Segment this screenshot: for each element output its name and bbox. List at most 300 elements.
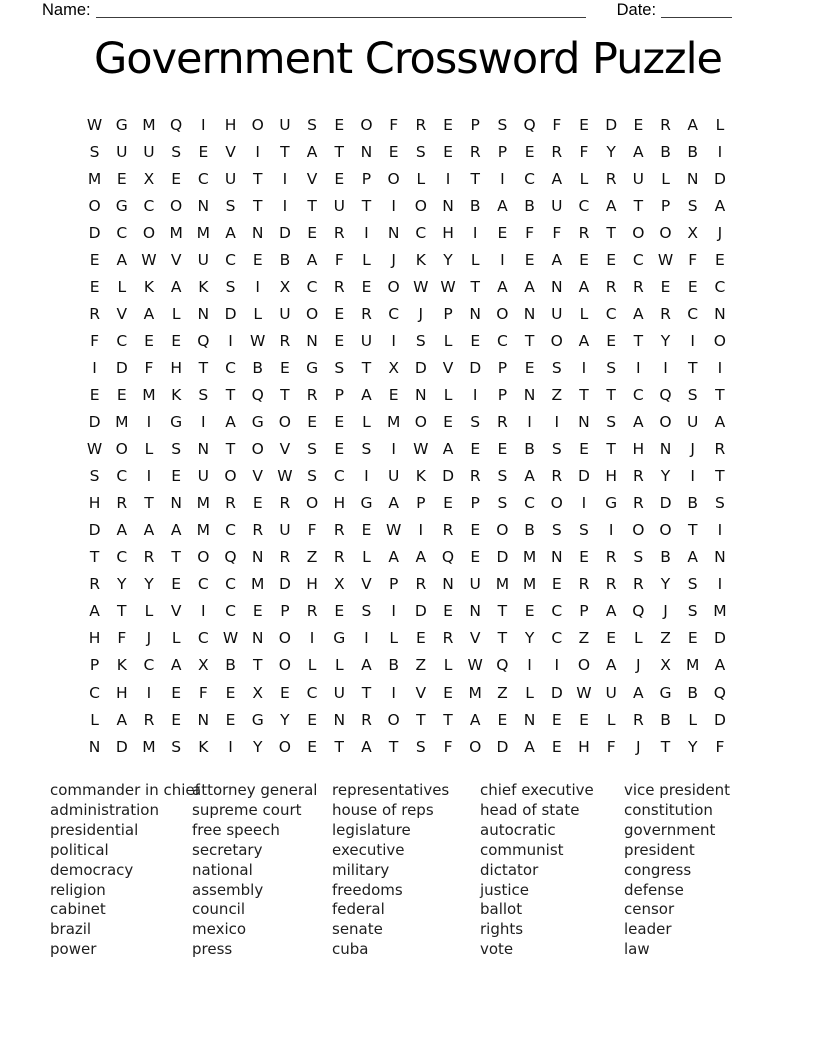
grid-letter-cell: P bbox=[443, 304, 453, 323]
grid-letter-cell: E bbox=[470, 548, 481, 567]
grid-letter-cell: J bbox=[391, 250, 396, 269]
grid-letter-cell: P bbox=[660, 196, 671, 215]
grid-letter-cell: E bbox=[687, 277, 698, 296]
grid-letter-cell: D bbox=[414, 358, 427, 377]
word-list-column bbox=[332, 781, 449, 960]
grid-letter-cell: N bbox=[387, 223, 400, 242]
grid-letter-cell: U bbox=[605, 683, 617, 702]
grid-letter-cell: C bbox=[197, 575, 209, 594]
grid-letter-cell: R bbox=[660, 304, 671, 323]
grid-letter-cell: L bbox=[307, 656, 317, 675]
grid-letter-cell: D bbox=[496, 737, 509, 756]
grid-letter-cell: K bbox=[415, 467, 426, 486]
grid-letter-cell: E bbox=[606, 250, 617, 269]
grid-letter-cell: M bbox=[196, 223, 211, 242]
grid-letter-cell: T bbox=[388, 737, 399, 756]
grid-letter-cell: T bbox=[687, 358, 698, 377]
grid-letter-cell: R bbox=[279, 331, 291, 350]
word-item: communist bbox=[480, 840, 564, 859]
grid-letter-cell: A bbox=[170, 277, 182, 296]
grid-letter-cell: R bbox=[333, 548, 345, 567]
grid-letter-cell: F bbox=[307, 521, 317, 540]
grid-letter-cell: L bbox=[606, 710, 616, 729]
grid-letter-cell: N bbox=[306, 331, 318, 350]
word-item: rights bbox=[480, 920, 524, 939]
grid-letter-cell: M bbox=[115, 413, 129, 432]
grid-letter-cell: I bbox=[309, 629, 315, 648]
grid-letter-cell: L bbox=[634, 629, 643, 648]
word-item: free speech bbox=[192, 820, 280, 839]
grid-letter-cell: C bbox=[116, 331, 128, 350]
grid-letter-cell: G bbox=[605, 494, 618, 513]
grid-letter-cell: R bbox=[578, 223, 590, 242]
grid-letter-cell: K bbox=[198, 277, 209, 296]
grid-letter-cell: S bbox=[415, 142, 426, 161]
grid-letter-cell: A bbox=[605, 602, 617, 621]
grid-letter-cell: T bbox=[606, 440, 616, 459]
grid-letter-cell: M bbox=[142, 385, 156, 404]
grid-letter-cell: B bbox=[660, 142, 671, 161]
grid-letter-cell: R bbox=[252, 521, 264, 540]
grid-letter-cell: A bbox=[497, 196, 508, 215]
grid-letter-cell: H bbox=[442, 223, 454, 242]
page-title: Government Crossword Puzzle bbox=[93, 34, 723, 84]
word-list bbox=[0, 781, 816, 961]
grid-letter-cell: U bbox=[197, 467, 210, 486]
grid-letter-cell: L bbox=[90, 710, 99, 729]
grid-letter-cell: A bbox=[388, 548, 399, 567]
grid-letter-cell: W bbox=[467, 656, 483, 675]
grid-letter-cell: N bbox=[197, 196, 210, 215]
grid-letter-cell: I bbox=[527, 413, 532, 432]
grid-letter-cell: P bbox=[579, 602, 589, 621]
grid-letter-cell: N bbox=[170, 494, 182, 513]
grid-letter-cell: I bbox=[201, 602, 206, 621]
grid-letter-cell: E bbox=[171, 575, 182, 594]
grid-letter-cell: D bbox=[115, 358, 128, 377]
grid-letter-cell: N bbox=[442, 196, 454, 215]
grid-letter-cell: M bbox=[169, 223, 183, 242]
grid-letter-cell: E bbox=[415, 629, 426, 648]
grid-letter-cell: I bbox=[364, 629, 369, 648]
grid-letter-cell: R bbox=[333, 277, 345, 296]
grid-letter-cell: O bbox=[550, 494, 563, 513]
grid-letter-cell: C bbox=[225, 602, 236, 621]
grid-letter-cell: Z bbox=[497, 683, 508, 702]
grid-letter-cell: N bbox=[659, 440, 672, 459]
grid-letter-cell: C bbox=[605, 304, 617, 323]
grid-letter-cell: T bbox=[334, 737, 345, 756]
grid-letter-cell: R bbox=[660, 115, 671, 134]
grid-letter-cell: T bbox=[470, 277, 480, 296]
grid-letter-cell: Y bbox=[252, 737, 263, 756]
grid-letter-cell: F bbox=[117, 629, 127, 648]
grid-letter-cell: E bbox=[252, 494, 263, 513]
grid-letter-cell: W bbox=[222, 629, 239, 648]
grid-letter-cell: I bbox=[92, 358, 97, 377]
grid-letter-cell: R bbox=[605, 575, 617, 594]
grid-letter-cell: Z bbox=[306, 548, 318, 567]
grid-letter-cell: Q bbox=[496, 656, 509, 675]
grid-letter-cell: A bbox=[605, 656, 617, 675]
grid-letter-cell: E bbox=[388, 142, 399, 161]
grid-letter-cell: E bbox=[443, 494, 453, 513]
word-item: democracy bbox=[50, 860, 134, 879]
grid-letter-cell: Q bbox=[197, 331, 210, 350]
grid-letter-cell: B bbox=[252, 358, 264, 377]
grid-letter-cell: E bbox=[116, 169, 127, 188]
grid-letter-cell: M bbox=[713, 602, 727, 621]
grid-letter-cell: T bbox=[687, 521, 698, 540]
word-item: house of reps bbox=[332, 800, 434, 819]
grid-letter-cell: U bbox=[632, 169, 645, 188]
grid-letter-cell: E bbox=[551, 710, 562, 729]
word-item: freedoms bbox=[332, 880, 403, 899]
grid-letter-cell: V bbox=[442, 358, 454, 377]
grid-letter-cell: M bbox=[686, 656, 700, 675]
grid-letter-cell: R bbox=[605, 277, 617, 296]
grid-letter-cell: P bbox=[470, 494, 480, 513]
grid-letter-cell: V bbox=[415, 683, 427, 702]
grid-letter-cell: I bbox=[282, 169, 288, 188]
grid-letter-cell: W bbox=[141, 250, 157, 269]
grid-letter-cell: P bbox=[388, 575, 399, 594]
grid-letter-cell: I bbox=[500, 250, 505, 269]
grid-letter-cell: E bbox=[579, 115, 589, 134]
grid-letter-cell: O bbox=[278, 413, 291, 432]
grid-letter-cell: A bbox=[551, 169, 563, 188]
grid-letter-cell: R bbox=[442, 521, 454, 540]
grid-letter-cell: R bbox=[333, 521, 345, 540]
grid-letter-cell: A bbox=[116, 250, 128, 269]
grid-letter-cell: S bbox=[171, 737, 182, 756]
grid-letter-cell: E bbox=[89, 385, 100, 404]
grid-letter-cell: K bbox=[143, 277, 155, 296]
grid-letter-cell: N bbox=[88, 737, 101, 756]
word-list-column bbox=[480, 781, 594, 960]
grid-letter-cell: A bbox=[415, 548, 427, 567]
grid-letter-cell: H bbox=[224, 115, 237, 134]
grid-letter-cell: N bbox=[197, 440, 210, 459]
grid-letter-cell: R bbox=[578, 575, 590, 594]
grid-letter-cell: A bbox=[116, 710, 128, 729]
grid-letter-cell: T bbox=[497, 602, 508, 621]
grid-letter-cell: T bbox=[497, 629, 508, 648]
grid-letter-cell: X bbox=[660, 656, 671, 675]
grid-letter-cell: X bbox=[198, 656, 209, 675]
grid-letter-cell: E bbox=[443, 142, 453, 161]
grid-letter-cell: S bbox=[551, 521, 562, 540]
grid-letter-cell: W bbox=[657, 250, 674, 269]
grid-letter-cell: D bbox=[578, 467, 590, 486]
grid-letter-cell: S bbox=[415, 737, 426, 756]
grid-letter-cell: R bbox=[279, 548, 291, 567]
grid-letter-cell: N bbox=[550, 277, 563, 296]
grid-letter-cell: V bbox=[252, 467, 264, 486]
word-item: representatives bbox=[332, 781, 450, 799]
grid-letter-cell: O bbox=[305, 304, 319, 323]
grid-letter-cell: C bbox=[116, 467, 128, 486]
grid-letter-cell: A bbox=[143, 304, 155, 323]
grid-letter-cell: A bbox=[578, 331, 590, 350]
grid-letter-cell: T bbox=[606, 385, 616, 404]
grid-letter-cell: A bbox=[306, 142, 318, 161]
grid-letter-cell: A bbox=[714, 413, 726, 432]
grid-letter-cell: Q bbox=[523, 115, 536, 134]
grid-letter-cell: U bbox=[279, 521, 291, 540]
grid-letter-cell: N bbox=[469, 304, 482, 323]
word-item: vice president bbox=[624, 781, 730, 799]
grid-letter-cell: N bbox=[578, 413, 590, 432]
grid-letter-cell: E bbox=[89, 277, 100, 296]
grid-letter-cell: V bbox=[225, 142, 236, 161]
grid-letter-cell: O bbox=[88, 196, 101, 215]
grid-letter-cell: E bbox=[579, 440, 589, 459]
grid-letter-cell: R bbox=[632, 277, 644, 296]
grid-letter-cell: B bbox=[388, 656, 399, 675]
grid-letter-cell: S bbox=[687, 385, 698, 404]
grid-letter-cell: R bbox=[89, 304, 100, 323]
grid-letter-cell: U bbox=[469, 575, 481, 594]
grid-letter-cell: A bbox=[361, 656, 372, 675]
grid-letter-cell: G bbox=[115, 115, 128, 134]
date-label: Date: bbox=[616, 1, 657, 19]
word-item: power bbox=[50, 940, 97, 959]
grid-letter-cell: W bbox=[250, 331, 266, 350]
grid-letter-cell: G bbox=[306, 358, 319, 377]
grid-letter-cell: S bbox=[307, 467, 318, 486]
grid-letter-cell: O bbox=[414, 413, 427, 432]
grid-letter-cell: T bbox=[252, 169, 263, 188]
word-item: executive bbox=[332, 840, 405, 859]
grid-letter-cell: N bbox=[360, 142, 373, 161]
grid-letter-cell: E bbox=[116, 385, 127, 404]
grid-letter-cell: V bbox=[361, 575, 372, 594]
grid-letter-cell: C bbox=[197, 629, 209, 648]
grid-letter-cell: R bbox=[632, 467, 644, 486]
grid-letter-cell: C bbox=[225, 521, 236, 540]
grid-letter-cell: Z bbox=[578, 629, 590, 648]
grid-letter-cell: U bbox=[333, 196, 345, 215]
grid-letter-cell: Q bbox=[659, 385, 672, 404]
grid-letter-cell: E bbox=[280, 683, 290, 702]
grid-letter-cell: A bbox=[143, 521, 155, 540]
grid-letter-cell: C bbox=[306, 683, 318, 702]
grid-letter-cell: T bbox=[715, 467, 725, 486]
grid-letter-cell: I bbox=[500, 169, 505, 188]
word-item: congress bbox=[624, 860, 692, 879]
grid-letter-cell: U bbox=[387, 467, 400, 486]
grid-letter-cell: L bbox=[525, 683, 534, 702]
grid-letter-cell: C bbox=[116, 548, 128, 567]
grid-letter-cell: E bbox=[334, 331, 345, 350]
word-item: head of state bbox=[480, 800, 580, 819]
grid-letter-cell: F bbox=[443, 737, 453, 756]
grid-letter-cell: Y bbox=[606, 142, 616, 161]
grid-letter-cell: K bbox=[116, 656, 127, 675]
grid-letter-cell: O bbox=[387, 710, 400, 729]
grid-letter-cell: C bbox=[143, 196, 155, 215]
word-item: presidential bbox=[50, 820, 139, 839]
grid-letter-cell: W bbox=[86, 440, 103, 459]
grid-letter-cell: E bbox=[579, 250, 589, 269]
grid-letter-cell: L bbox=[443, 385, 453, 404]
grid-letter-cell: E bbox=[198, 142, 209, 161]
grid-letter-cell: O bbox=[632, 521, 645, 540]
word-item: cuba bbox=[332, 940, 369, 959]
grid-letter-cell: S bbox=[361, 440, 372, 459]
grid-letter-cell: S bbox=[579, 521, 589, 540]
name-label: Name: bbox=[42, 1, 91, 19]
grid-letter-cell: Y bbox=[660, 331, 671, 350]
grid-letter-cell: E bbox=[443, 413, 453, 432]
grid-letter-cell: D bbox=[414, 602, 427, 621]
grid-letter-cell: H bbox=[170, 358, 182, 377]
grid-letter-cell: E bbox=[551, 737, 562, 756]
word-item: secretary bbox=[192, 840, 263, 859]
grid-letter-cell: E bbox=[524, 142, 535, 161]
grid-letter-cell: A bbox=[633, 304, 644, 323]
grid-letter-cell: D bbox=[659, 494, 672, 513]
word-item: autocratic bbox=[480, 820, 556, 839]
grid-letter-cell: N bbox=[686, 169, 699, 188]
grid-letter-cell: A bbox=[442, 440, 454, 459]
grid-letter-cell: O bbox=[387, 169, 400, 188]
grid-letter-cell: A bbox=[225, 413, 236, 432]
grid-letter-cell: D bbox=[224, 304, 237, 323]
grid-letter-cell: I bbox=[690, 467, 695, 486]
grid-letter-cell: D bbox=[442, 467, 454, 486]
grid-letter-cell: R bbox=[551, 142, 563, 161]
grid-letter-cell: C bbox=[578, 196, 590, 215]
grid-letter-cell: U bbox=[197, 250, 210, 269]
grid-letter-cell: Y bbox=[687, 737, 698, 756]
grid-letter-cell: H bbox=[578, 737, 590, 756]
grid-letter-cell: D bbox=[88, 413, 101, 432]
grid-letter-cell: H bbox=[115, 683, 128, 702]
grid-letter-cell: E bbox=[334, 304, 345, 323]
grid-letter-cell: O bbox=[496, 304, 509, 323]
grid-letter-cell: T bbox=[334, 142, 345, 161]
grid-letter-cell: Y bbox=[117, 575, 127, 594]
word-item: military bbox=[332, 860, 390, 879]
grid-letter-cell: N bbox=[197, 304, 210, 323]
grid-letter-cell: S bbox=[415, 331, 426, 350]
grid-letter-cell: S bbox=[606, 358, 617, 377]
grid-letter-cell: O bbox=[659, 413, 672, 432]
grid-letter-cell: O bbox=[278, 737, 291, 756]
grid-letter-cell: I bbox=[391, 602, 396, 621]
grid-letter-cell: T bbox=[171, 548, 181, 567]
grid-letter-cell: E bbox=[225, 710, 236, 729]
grid-letter-cell: N bbox=[469, 602, 482, 621]
word-item: political bbox=[50, 840, 109, 859]
grid-letter-cell: C bbox=[551, 602, 563, 621]
grid-letter-cell: I bbox=[527, 656, 532, 675]
grid-letter-cell: T bbox=[225, 440, 236, 459]
word-item: religion bbox=[50, 880, 106, 899]
grid-letter-cell: G bbox=[659, 683, 672, 702]
grid-letter-cell: I bbox=[391, 331, 396, 350]
grid-letter-cell: C bbox=[306, 277, 318, 296]
grid-letter-cell: X bbox=[333, 575, 345, 594]
grid-letter-cell: D bbox=[550, 683, 563, 702]
grid-letter-cell: R bbox=[306, 385, 318, 404]
grid-letter-cell: I bbox=[391, 196, 396, 215]
grid-letter-cell: O bbox=[197, 548, 210, 567]
grid-letter-cell: S bbox=[714, 494, 725, 513]
grid-letter-cell: R bbox=[632, 575, 644, 594]
grid-letter-cell: E bbox=[307, 737, 317, 756]
grid-letter-cell: F bbox=[552, 115, 562, 134]
grid-letter-cell: E bbox=[470, 331, 481, 350]
grid-letter-cell: L bbox=[443, 656, 453, 675]
word-item: assembly bbox=[192, 880, 264, 899]
grid-letter-cell: A bbox=[714, 656, 726, 675]
grid-letter-cell: T bbox=[198, 358, 209, 377]
grid-letter-cell: A bbox=[361, 737, 372, 756]
grid-letter-cell: B bbox=[687, 142, 699, 161]
grid-letter-cell: X bbox=[388, 358, 399, 377]
word-item: government bbox=[624, 820, 716, 839]
grid-letter-cell: O bbox=[659, 223, 672, 242]
grid-letter-cell: O bbox=[305, 494, 319, 513]
grid-letter-cell: I bbox=[364, 467, 369, 486]
grid-letter-cell: S bbox=[497, 467, 508, 486]
grid-letter-cell: U bbox=[360, 331, 373, 350]
grid-letter-cell: C bbox=[714, 277, 726, 296]
grid-letter-cell: C bbox=[496, 331, 508, 350]
grid-letter-cell: I bbox=[717, 521, 723, 540]
grid-letter-cell: E bbox=[280, 358, 290, 377]
grid-letter-cell: F bbox=[90, 331, 100, 350]
grid-letter-cell: L bbox=[171, 304, 181, 323]
grid-letter-cell: O bbox=[278, 656, 291, 675]
grid-letter-cell: Q bbox=[170, 115, 183, 134]
grid-letter-cell: A bbox=[633, 683, 644, 702]
grid-letter-cell: I bbox=[201, 115, 206, 134]
grid-letter-cell: C bbox=[524, 494, 535, 513]
grid-letter-cell: I bbox=[201, 413, 206, 432]
grid-letter-cell: P bbox=[89, 656, 100, 675]
grid-letter-cell: U bbox=[687, 413, 699, 432]
grid-letter-cell: U bbox=[116, 142, 128, 161]
grid-letter-cell: R bbox=[279, 494, 291, 513]
grid-letter-cell: A bbox=[687, 548, 699, 567]
grid-letter-cell: X bbox=[687, 223, 699, 242]
grid-letter-cell: F bbox=[552, 223, 562, 242]
grid-letter-cell: O bbox=[224, 467, 237, 486]
grid-letter-cell: Z bbox=[415, 656, 427, 675]
grid-letter-cell: I bbox=[472, 385, 478, 404]
grid-letter-cell: D bbox=[605, 115, 618, 134]
grid-letter-cell: E bbox=[171, 467, 182, 486]
grid-letter-cell: P bbox=[497, 142, 508, 161]
grid-letter-cell: B bbox=[524, 521, 535, 540]
grid-letter-cell: E bbox=[388, 385, 399, 404]
grid-letter-cell: R bbox=[497, 413, 508, 432]
grid-letter-cell: P bbox=[497, 385, 508, 404]
grid-letter-cell: M bbox=[468, 683, 482, 702]
grid-letter-cell: D bbox=[278, 575, 291, 594]
word-item: federal bbox=[332, 900, 385, 919]
grid-letter-cell: S bbox=[606, 413, 617, 432]
grid-letter-cell: K bbox=[171, 385, 182, 404]
grid-letter-cell: U bbox=[143, 142, 155, 161]
grid-letter-cell: M bbox=[251, 575, 265, 594]
grid-letter-cell: T bbox=[606, 223, 616, 242]
name-field-line bbox=[96, 0, 586, 18]
